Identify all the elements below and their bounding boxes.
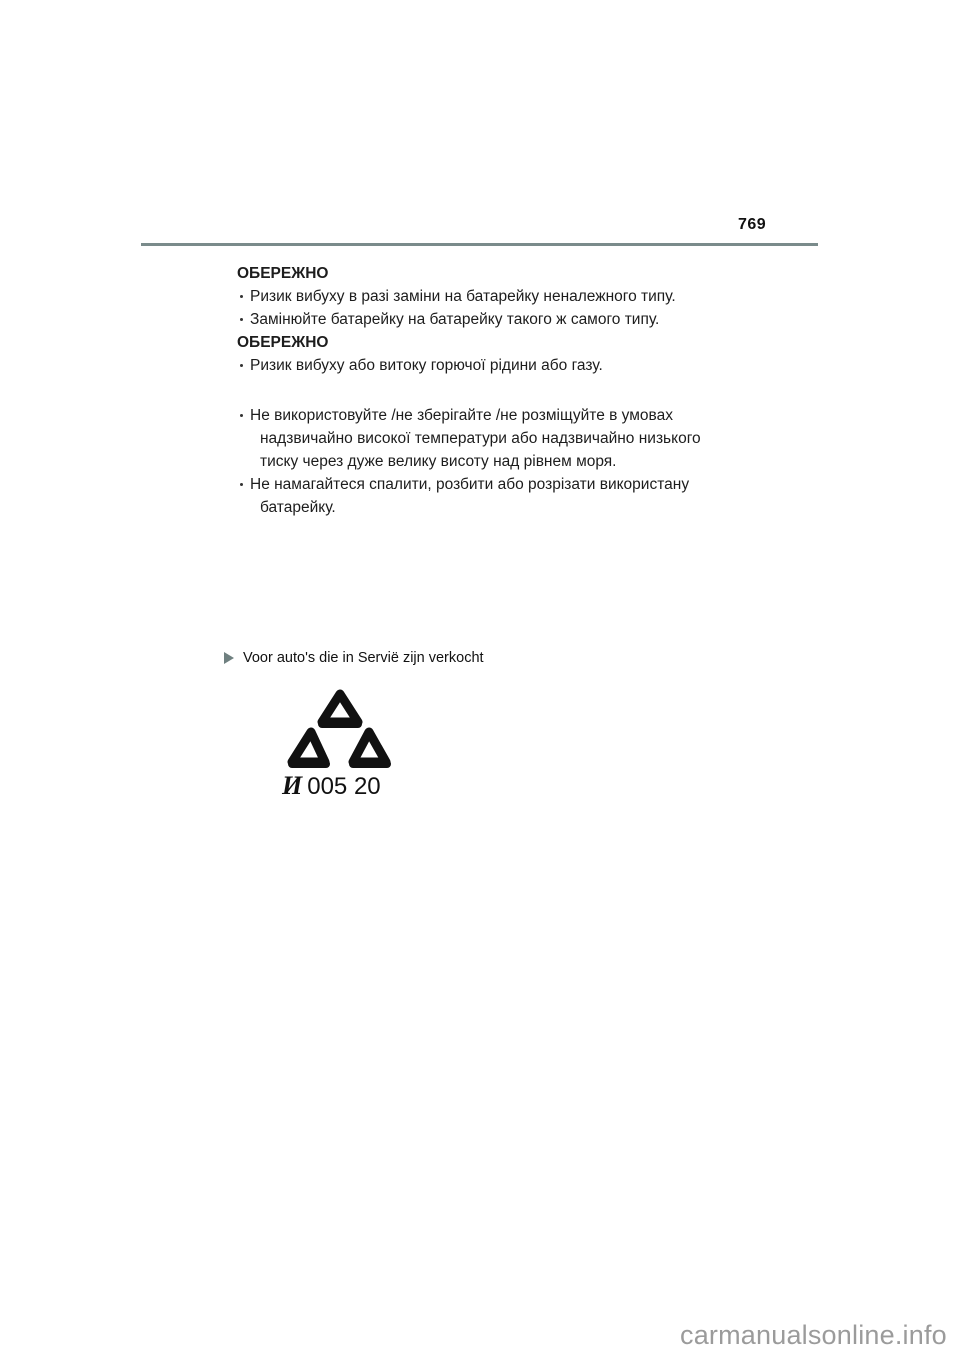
certification-number: 005 20 bbox=[307, 773, 381, 800]
bullet-text: Не намагайтеся спалити, розбити або розрізати використану bbox=[250, 476, 690, 493]
caution-bullet bbox=[237, 404, 737, 473]
section-title-text: Voor auto's die in Servië zijn verkocht bbox=[243, 650, 484, 666]
bullet-text: тиску через дуже велику висоту над рівнем моря. bbox=[260, 453, 617, 470]
certification-prefix: И bbox=[282, 771, 303, 800]
bullet-text: Не використовуйте /не зберігайте /не розміщуйте в умовах bbox=[250, 407, 673, 424]
bullet-text: Ризик вибуху в разі заміни на батарейку неналежного типу. bbox=[250, 288, 676, 305]
bullet-text: надзвичайно високої температури або надзвичайно низького bbox=[260, 430, 701, 447]
certification-code bbox=[282, 771, 381, 801]
caution-bullet bbox=[237, 308, 737, 331]
page-number: 769 bbox=[738, 216, 767, 233]
bullet-text: батарейку. bbox=[260, 499, 336, 516]
caution-heading: ОБЕРЕЖНО bbox=[237, 265, 329, 282]
caution-block bbox=[237, 262, 737, 519]
caution-heading: ОБЕРЕЖНО bbox=[237, 334, 329, 351]
bullet-text: Замінюйте батарейку на батарейку такого ж самого типу. bbox=[250, 311, 660, 328]
bullet-text: Ризик вибуху або витоку горючої рідини або газу. bbox=[250, 357, 603, 374]
spacer bbox=[237, 377, 737, 400]
watermark: carmanualsonline.info bbox=[680, 1320, 947, 1350]
triangle-right-icon bbox=[224, 652, 234, 664]
header-divider bbox=[141, 243, 818, 246]
caution-bullet bbox=[237, 285, 737, 308]
caution-bullet bbox=[237, 473, 737, 519]
section-title bbox=[224, 650, 484, 666]
caution-bullet bbox=[237, 354, 737, 377]
